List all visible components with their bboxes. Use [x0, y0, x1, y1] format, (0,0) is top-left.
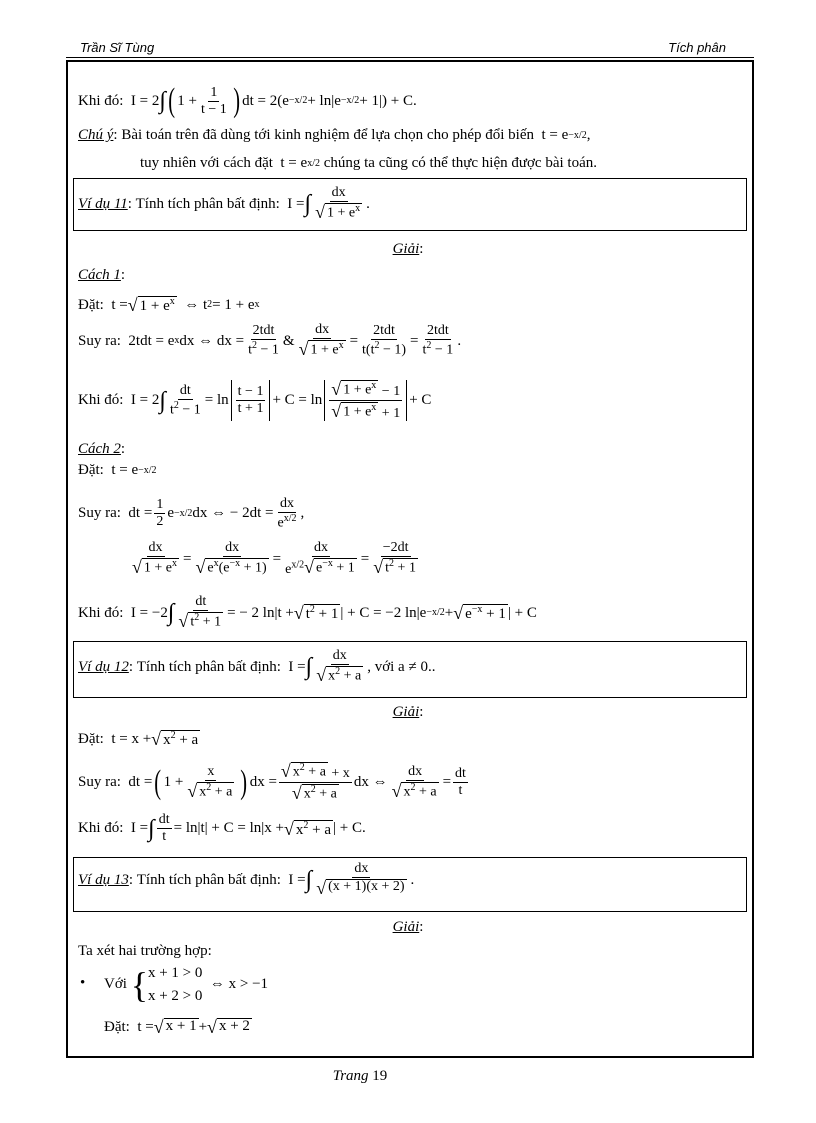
- substitution-1: Đặt: t = √ $1 + e^x$ ⇔ t 2 = 1 + e x: [78, 295, 260, 315]
- result-3: Khi đó: I = ∫ $\frac{dt}{t}$ = ln|t| + C = ln|x + √ $x^2 + a$ | + C.: [78, 812, 366, 844]
- example-12: Ví dụ 12 : Tính tích phân bất định: I = ∫ dx √ $x^2 + a$ , với a ≠ 0..: [78, 648, 436, 685]
- substitution-2: Đặt: t = e −x/2: [78, 462, 157, 478]
- substitution-3: Đặt: t = x + √ $x^2 + a$: [78, 729, 199, 749]
- bullet: •: [80, 975, 86, 991]
- page-footer: Trang 19: [332, 1068, 388, 1084]
- header-rule: [66, 57, 754, 58]
- cases-intro: Ta xét hai trường hợp:: [78, 943, 212, 959]
- note-line-1: Chú ý : Bài toán trên đã dùng tới kinh nghiệm để lựa chọn cho phép đổi biến t = e −x/2 ,: [78, 127, 591, 143]
- case-1-substitution: Đặt: t = √ x + 1 + √ x + 2: [104, 1017, 250, 1037]
- derivation-2b: dx √ $1 + e^x$ = dx √ $e^x(e^{-x} + 1)$ = dx $e^{x/2}$ √ $e^{-x} + 1$ = −2dt √ $t^2 + 1$: [132, 540, 416, 577]
- header-topic: Tích phân: [668, 40, 726, 55]
- solution-heading-13: Giải:: [392, 919, 424, 935]
- example-13: Ví dụ 13 : Tính tích phân bất định: I = ∫ dx √ (x + 1)(x + 2) .: [78, 861, 415, 898]
- method-2-heading: Cách 2 :: [78, 441, 126, 457]
- solution-heading-11: Giải:: [392, 241, 424, 257]
- note-line-2: tuy nhiên với cách đặt t = e x/2 chúng ta cũng có thể thực hiện được bài toán.: [140, 155, 597, 171]
- method-1-heading: Cách 1 :: [78, 267, 126, 283]
- result-method-2: Khi đó: I = −2 ∫ dt √ $t^2 + 1$ = − 2 ln|t + √ $t^2 + 1$ | + C = −2 ln|e −x/2 + √ $e^{-x} + 1$ | + C: [78, 594, 537, 631]
- header-author: Trần Sĩ Tùng: [80, 40, 155, 55]
- derivation-3: Suy ra: dt = ( 1 + x √ $x^2 + a$ ) dx = √ $x^2 + a$ + x √ $x^2 + a$ dx ⇔ dx √ $x^2 + a$ = $\frac{dt}{t}$: [78, 761, 466, 803]
- result-line-1: Khi đó: I = 2 ∫ ( 1 + $\frac{1}{t - 1}$ ) dt = 2(e −x/2 + ln|e −x/2 + 1|) + C.: [78, 82, 417, 119]
- example-11: Ví dụ 11 : Tính tích phân bất định: I = ∫ dx √ $1 + e^x$ .: [78, 185, 370, 222]
- derivation-2: Suy ra: dt = $\frac{1}{2}$ e −x/2 dx ⇔ − 2dt = $\frac{dx}{e^{x/2}}$ ,: [78, 496, 305, 531]
- case-1-condition: Với { x + 1 > 0 x + 2 > 0 ⇔ x > −1: [104, 964, 269, 1005]
- result-method-1: Khi đó: I = 2 ∫ $\frac{dt}{t^2 - 1}$ = ln $\frac{t - 1}{t + 1}$ + C = ln √ $1 + e^x$ − 1 √ $1 + e^x$ + 1 + C: [78, 379, 432, 421]
- derivation-1: Suy ra: 2tdt = e x dx ⇔ dx = $\frac{\text{2tdt}}{t^2 - 1}$ & dx √ $1 + e^x$ = $\frac{\text{2tdt}}{t(t^2 - 1)}$ = $\frac{\text{2tdt}}{t^2 - 1}$ .: [78, 322, 462, 359]
- solution-heading-12: Giải:: [392, 704, 424, 720]
